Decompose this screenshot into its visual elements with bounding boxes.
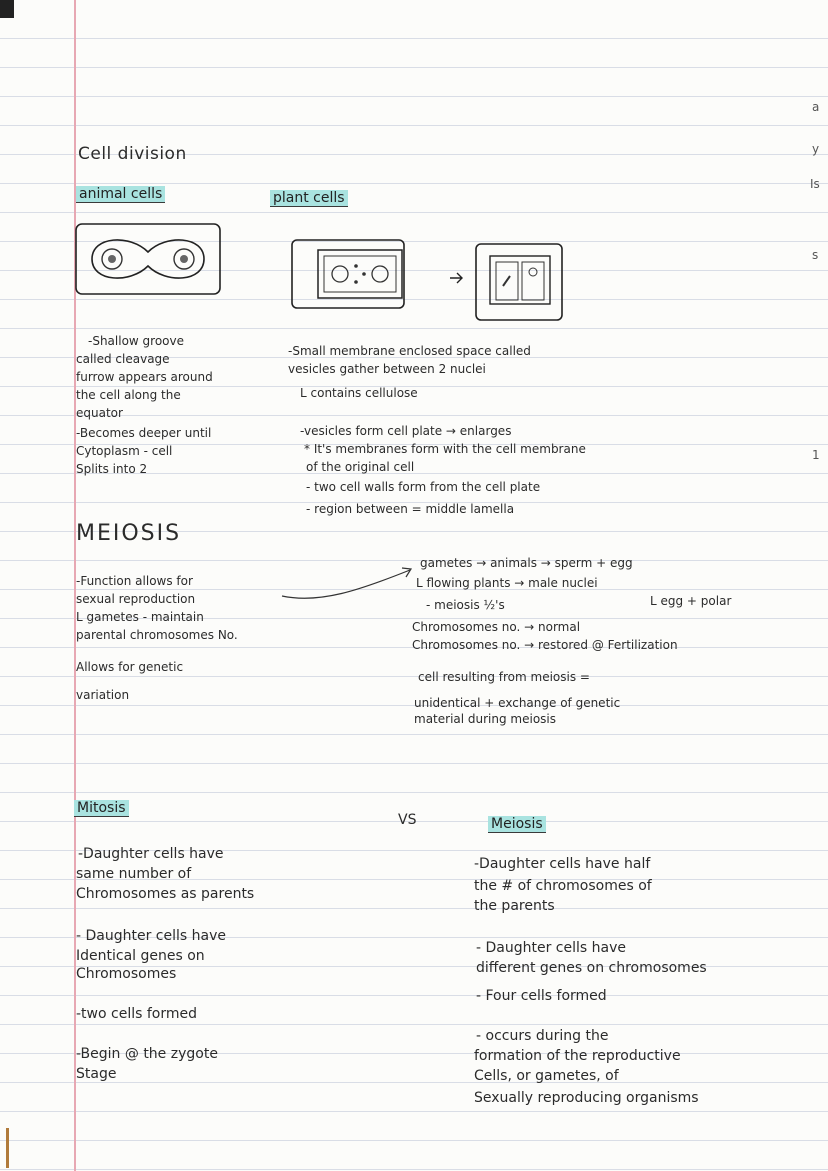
meiosis-point-line: formation of the reproductive: [474, 1048, 681, 1064]
meiosis-point-line: Cells, or gametes, of: [474, 1068, 619, 1084]
plant-note-line: of the original cell: [306, 460, 415, 474]
edge-mark: y: [812, 142, 820, 156]
result-note-line: material during meiosis: [414, 712, 557, 726]
animal-note-line: furrow appears around: [76, 370, 213, 384]
meiosis-point-line: - Daughter cells have: [476, 940, 626, 956]
gametes-note-line: Chromosomes no. → restored @ Fertilization: [412, 638, 678, 652]
animal-cells-label: animal cells: [76, 186, 165, 203]
animal-note-line: the cell along the: [76, 388, 181, 402]
mitosis-point-line: Chromosomes: [76, 966, 177, 982]
plant-note-line: * It's membranes form with the cell membrane: [304, 442, 586, 456]
gametes-note-line: L flowing plants → male nuclei: [416, 576, 598, 590]
mitosis-point-line: -Daughter cells have: [78, 846, 224, 862]
animal-cell-diagram: [74, 222, 224, 298]
edge-mark: 1: [812, 448, 820, 462]
animal-note-line: Splits into 2: [76, 462, 148, 476]
mitosis-point-line: -Begin @ the zygote: [76, 1046, 218, 1062]
plant-cell-diagram: [290, 238, 566, 324]
mitosis-point-line: same number of: [76, 866, 192, 882]
meiosis-function-line: parental chromosomes No.: [76, 628, 238, 642]
edge-mark: s: [812, 248, 819, 262]
animal-note-line: -Shallow groove: [88, 334, 184, 348]
plant-note-line: - region between = middle lamella: [306, 502, 515, 516]
connector-arrow: [280, 560, 420, 604]
plant-note-line: L contains cellulose: [300, 386, 418, 400]
animal-note-line: called cleavage: [76, 352, 170, 366]
plant-note-line: -vesicles form cell plate → enlarges: [300, 424, 512, 438]
vs-label: VS: [398, 812, 417, 828]
result-note-line: cell resulting from meiosis =: [418, 670, 590, 684]
meiosis-point-line: different genes on chromosomes: [476, 960, 707, 976]
plant-note-line: -Small membrane enclosed space called: [288, 344, 531, 358]
meiosis-heading: MEIOSIS: [76, 521, 182, 546]
corner-mark: [0, 0, 14, 18]
meiosis-point-line: Sexually reproducing organisms: [474, 1090, 699, 1106]
meiosis-point-line: -Daughter cells have half: [474, 856, 651, 872]
mitosis-point-line: Stage: [76, 1066, 117, 1082]
plant-note-line: vesicles gather between 2 nuclei: [288, 362, 486, 376]
meiosis-variation-line: Allows for genetic: [76, 660, 184, 674]
plant-note-line: - two cell walls form from the cell plate: [306, 480, 541, 494]
meiosis-point-line: - occurs during the: [476, 1028, 609, 1044]
gametes-note-line: - meiosis ½'s: [426, 598, 505, 612]
meiosis-point-line: - Four cells formed: [476, 988, 607, 1004]
edge-mark: Is: [810, 177, 820, 191]
binding-mark: [6, 1128, 9, 1168]
plant-cells-label: plant cells: [270, 190, 348, 207]
meiosis-function-line: L gametes - maintain: [76, 610, 204, 624]
meiosis-label: Meiosis: [488, 816, 546, 833]
gametes-note-line: Chromosomes no. → normal: [412, 620, 581, 634]
gametes-note-line: gametes → animals → sperm + egg: [420, 556, 633, 570]
edge-mark: a: [812, 100, 820, 114]
meiosis-function-line: sexual reproduction: [76, 592, 196, 606]
mitosis-point-line: -two cells formed: [76, 1006, 197, 1022]
mitosis-point-line: Identical genes on: [76, 948, 205, 964]
meiosis-variation-line: variation: [76, 688, 130, 702]
mitosis-point-line: - Daughter cells have: [76, 928, 226, 944]
mitosis-point-line: Chromosomes as parents: [76, 886, 255, 902]
page-title: Cell division: [78, 144, 187, 164]
meiosis-point-line: the # of chromosomes of: [474, 878, 652, 894]
result-note-line: unidentical + exchange of genetic: [414, 696, 621, 710]
animal-note-line: equator: [76, 406, 123, 420]
meiosis-point-line: the parents: [474, 898, 555, 914]
animal-note-line: -Becomes deeper until: [76, 426, 212, 440]
gametes-note-line: L egg + polar: [650, 594, 732, 608]
animal-note-line: Cytoplasm - cell: [76, 444, 173, 458]
mitosis-label: Mitosis: [74, 800, 129, 817]
meiosis-function-line: -Function allows for: [76, 574, 193, 588]
